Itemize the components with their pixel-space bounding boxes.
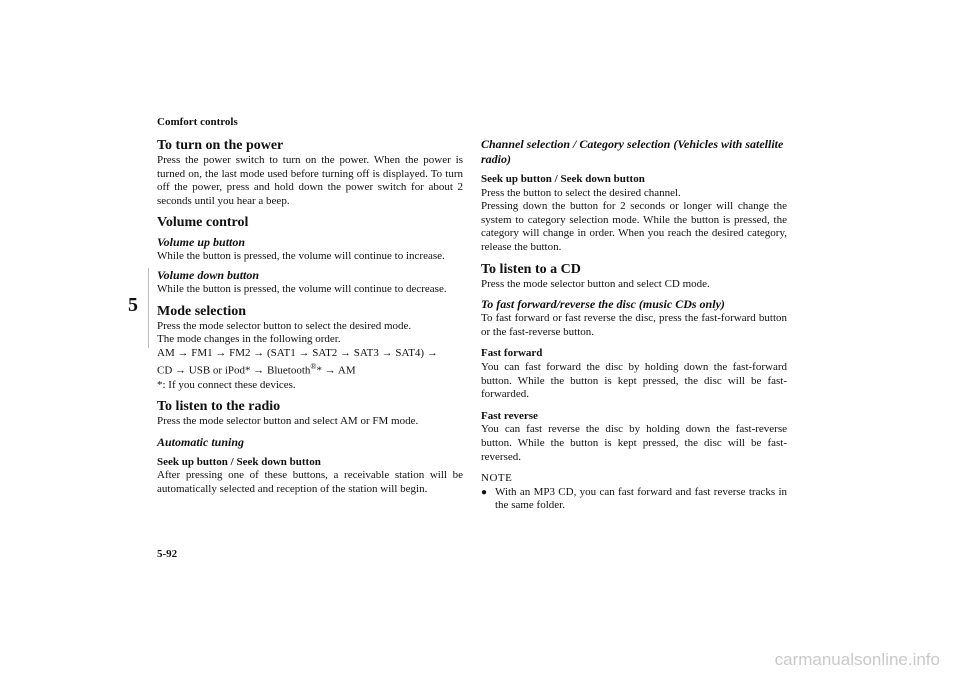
- seek-heading: Seek up button / Seek down button: [157, 455, 321, 468]
- right-column: [481, 137, 787, 513]
- seek-text: After pressing one of these buttons, a receivable station will be automatically selected and reception of the station will begin.: [157, 469, 463, 495]
- mode-order-line-1: AM → FM1 → FM2 → (SAT1 → SAT2 → SAT3 → SAT4) →: [157, 346, 438, 359]
- seek2-heading: Seek up button / Seek down button: [481, 173, 645, 185]
- fast-reverse-heading: Fast reverse: [481, 409, 538, 422]
- ff-text: To fast forward or fast reverse the disc, press the fast-forward button or the fast-reverse button.: [481, 312, 787, 338]
- watermark: carmanualsonline.info: [774, 650, 940, 669]
- fast-reverse-text: You can fast reverse the disc by holding down the fast-reverse button. While the button is kept pressed, the disc will be fast-reversed.: [481, 423, 787, 463]
- mode-line-1: Press the mode selector button to select the desired mode.: [157, 319, 412, 332]
- page-number: 5-92: [157, 548, 178, 560]
- volume-up-text: While the button is pressed, the volume will continue to increase.: [157, 250, 445, 263]
- radio-text: Press the mode selector button and select AM or FM mode.: [157, 415, 419, 428]
- seek2-line-1: Press the button to select the desired channel.: [481, 186, 681, 199]
- note-heading: NOTE: [481, 472, 513, 485]
- mode-heading: Mode selection: [157, 303, 247, 319]
- note-text: With an MP3 CD, you can fast forward and fast reverse tracks in the same folder.: [495, 485, 787, 512]
- left-column: [157, 137, 463, 497]
- volume-heading: Volume control: [157, 215, 249, 231]
- bullet-icon: ●: [481, 486, 488, 498]
- fast-forward-heading: Fast forward: [481, 347, 543, 360]
- seek2-text: Pressing down the button for 2 seconds or longer will change the system to category selection mode. While the button is pressed, the category will change in order. When you reach the desired category, release the button.: [481, 200, 787, 253]
- channel-heading: Channel selection / Category selection (Vehicles with satellite radio): [481, 137, 784, 166]
- section-header: Comfort controls: [157, 116, 238, 128]
- cd-heading: To listen to a CD: [481, 261, 581, 277]
- note-item: [481, 486, 787, 513]
- registered-mark: ®: [310, 362, 317, 372]
- power-text: Press the power switch to turn on the power. When the power is turned on, the last mode used before turning off is displayed. To turn off the power, press and hold down the power switch for about 2 seconds until you hear a beep.: [157, 154, 463, 207]
- chapter-divider: [148, 268, 149, 348]
- mode-line-2: The mode changes in the following order.: [157, 333, 341, 346]
- mode-footnote: *: If you connect these devices.: [157, 378, 296, 391]
- mode-order-text-a: CD → USB or iPod* → Bluetooth: [157, 365, 311, 377]
- power-heading: To turn on the power: [157, 138, 284, 153]
- cd-text: Press the mode selector button and select CD mode.: [481, 277, 710, 290]
- volume-down-heading: Volume down button: [157, 267, 260, 282]
- radio-heading: To listen to the radio: [157, 399, 281, 415]
- mode-order-text-b: * → AM: [316, 365, 356, 377]
- fast-forward-text: You can fast forward the disc by holding down the fast-forward button. While the button is kept pressed, the disc will be fast-forwarded.: [481, 360, 787, 401]
- auto-tuning-heading: Automatic tuning: [157, 434, 245, 449]
- chapter-number: 5: [128, 294, 138, 316]
- mode-order-line-2: [157, 360, 463, 378]
- volume-down-text: While the button is pressed, the volume will continue to decrease.: [157, 282, 447, 295]
- ff-heading: To fast forward/reverse the disc (music CDs only): [481, 297, 725, 312]
- volume-up-heading: Volume up button: [157, 235, 246, 250]
